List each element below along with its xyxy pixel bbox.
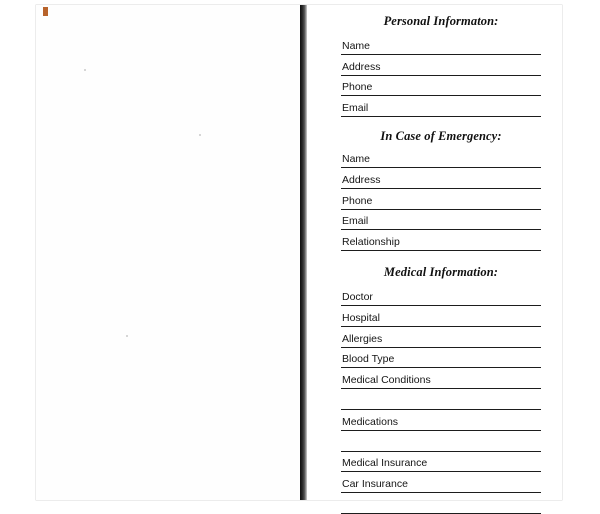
notebook-spread [36, 5, 562, 500]
field-label: Name [342, 39, 371, 52]
field-row[interactable] [341, 368, 541, 389]
section-title-emergency: In Case of Emergency: [380, 129, 502, 144]
field-row[interactable] [341, 34, 541, 55]
field-label: Hospital [342, 311, 380, 324]
field-row[interactable] [341, 168, 541, 189]
field-row[interactable] [341, 55, 541, 76]
field-label: Phone [342, 81, 373, 94]
field-row-blank[interactable] [341, 431, 541, 452]
field-list-emergency [341, 147, 541, 251]
field-label: Address [342, 173, 381, 186]
field-row[interactable] [341, 230, 541, 251]
corner-mark [43, 7, 48, 16]
field-row[interactable] [341, 410, 541, 431]
field-row[interactable] [341, 189, 541, 210]
section-title-medical: Medical Information: [383, 265, 499, 280]
field-row[interactable] [341, 76, 541, 97]
field-label: Medications [342, 415, 399, 428]
field-row[interactable] [341, 96, 541, 117]
paper-speck [84, 69, 86, 71]
field-row[interactable] [341, 472, 541, 493]
field-row[interactable] [341, 348, 541, 369]
paper-speck [126, 335, 128, 337]
field-list-personal [341, 34, 541, 117]
field-label: Phone [342, 194, 373, 207]
field-row[interactable] [341, 285, 541, 306]
scan-border-right [562, 0, 600, 500]
section-title-personal: Personal Informaton: [383, 14, 499, 28]
field-row[interactable] [341, 327, 541, 348]
field-label: Allergies [342, 332, 383, 345]
field-row-blank[interactable] [341, 493, 541, 514]
field-row[interactable] [341, 452, 541, 473]
field-row[interactable] [341, 306, 541, 327]
field-row[interactable] [341, 147, 541, 168]
field-label: Medical Insurance [342, 457, 428, 470]
paper-speck [199, 134, 201, 136]
field-label: Medical Conditions [342, 374, 431, 387]
field-label: Blood Type [342, 353, 395, 366]
field-list-medical [341, 285, 541, 514]
field-label: Address [342, 60, 381, 73]
field-row-blank[interactable] [341, 389, 541, 410]
field-row[interactable] [341, 210, 541, 231]
form-content [341, 14, 541, 514]
field-label: Car Insurance [342, 478, 408, 491]
notebook-binding [300, 5, 307, 500]
scan-border-left [0, 0, 36, 500]
field-label: Email [342, 102, 369, 115]
left-blank-page [36, 5, 300, 500]
field-label: Name [342, 152, 371, 165]
right-form-page [307, 5, 562, 500]
field-label: Email [342, 215, 369, 228]
field-label: Relationship [342, 236, 400, 249]
field-label: Doctor [342, 290, 373, 303]
